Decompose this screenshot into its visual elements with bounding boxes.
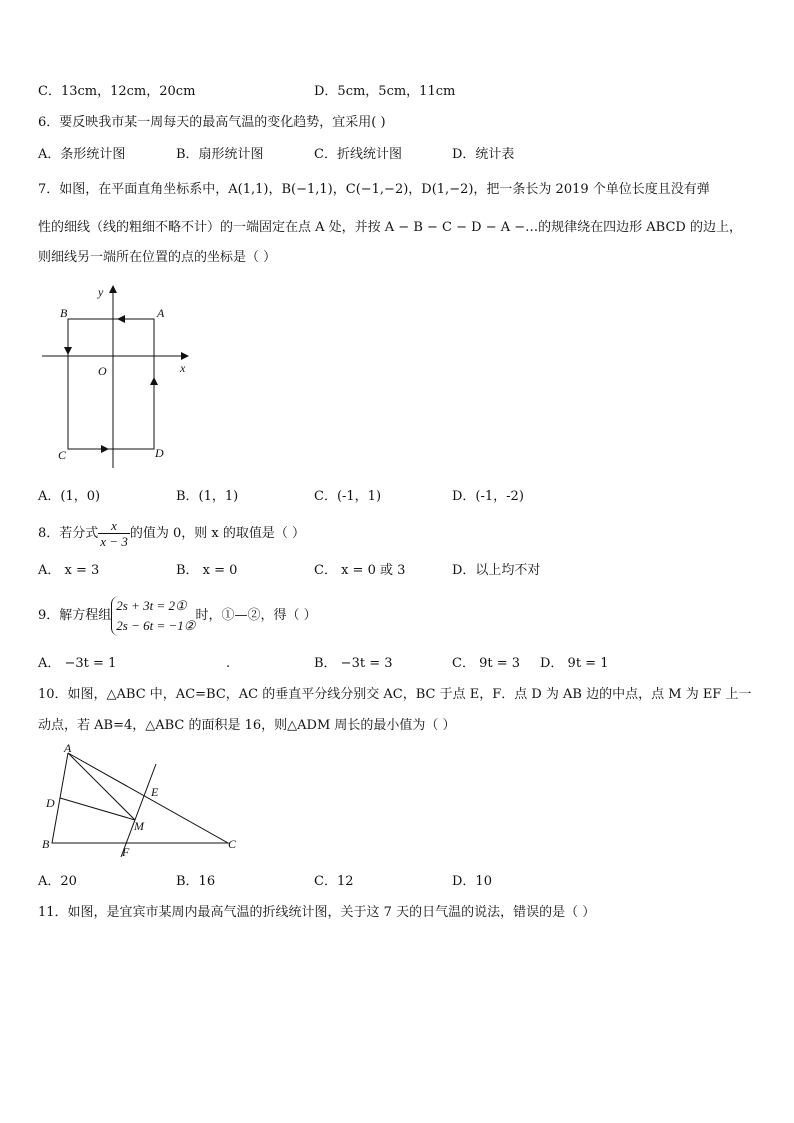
label-d: D — [155, 446, 164, 460]
label-x: x — [180, 361, 186, 375]
label-c: C — [58, 448, 67, 462]
q8-fraction-numerator: x — [98, 518, 130, 534]
q6-option-b: B．扇形统计图 — [176, 147, 264, 162]
q7-stem-line1: 7．如图，在平面直角坐标系中，A(1,1)，B(−1,1)，C(−1,−2)，D(1,−2)，把一条长为 2019 个单位长度且没有弹 — [38, 182, 710, 197]
label-a: A — [157, 306, 165, 320]
q9-equation-system — [111, 596, 195, 636]
q6-option-a: A．条形统计图 — [38, 147, 126, 162]
q9-dot: . — [226, 656, 231, 671]
q6-option-c: C．折线统计图 — [314, 147, 402, 162]
q8-option-c: C． x = 0 或 3 — [314, 563, 406, 578]
q8-stem — [38, 514, 305, 554]
q5-option-d: D．5cm，5cm，11cm — [314, 84, 456, 99]
label-o: O — [98, 364, 107, 378]
q6-option-d: D．统计表 — [452, 147, 515, 162]
q9-stem-suffix: 时，①—②，得（ ） — [195, 608, 317, 623]
q11-stem: 11．如图，是宜宾市某周内最高气温的折线统计图，关于这 7 天的日气温的说法，错误的是（ ） — [38, 905, 596, 920]
q9-stem-prefix: 9．解方程组 — [38, 608, 112, 623]
q5-option-c: C．13cm，12cm，20cm — [38, 84, 196, 99]
label-a: A — [64, 742, 72, 755]
q7-option-b: B．(1，1) — [176, 489, 239, 504]
q8-fraction-denominator: x − 3 — [100, 534, 128, 549]
q7-option-c: C．(-1，1) — [314, 489, 382, 504]
label-c: C — [228, 837, 237, 851]
label-y: y — [98, 285, 104, 299]
q8-stem-prefix: 8．若分式 — [38, 526, 99, 541]
q8-option-a: A． x = 3 — [38, 563, 100, 578]
q10-option-b: B．16 — [176, 874, 216, 889]
q10-option-c: C．12 — [314, 874, 354, 889]
label-e: E — [151, 785, 159, 799]
q10-stem-line2: 动点，若 AB=4，△ABC 的面积是 16，则△ADM 周长的最小值为（ ） — [38, 718, 456, 733]
q6-stem: 6．要反映我市某一周每天的最高气温的变化趋势，宜采用( ) — [38, 115, 386, 130]
q9-option-b: B． −3t = 3 — [314, 656, 393, 671]
rectangle-abcd — [68, 319, 154, 449]
q10-option-a: A．20 — [38, 874, 77, 889]
q7-stem-line3: 则细线另一端所在位置的点的坐标是（ ） — [38, 250, 277, 265]
q7-option-d: D．(-1，-2) — [452, 489, 524, 504]
q9-equation-1: 2s + 3t = 2① — [116, 597, 187, 613]
label-d: D — [46, 796, 55, 810]
q9-option-c: C． 9t = 3 — [452, 656, 521, 671]
q7-stem-line2: 性的细线（线的粗细不略不计）的一端固定在点 A 处，并按 A − B − C − D − A −…的规律绕在四边形 ABCD 的边上， — [38, 220, 742, 235]
q10-option-d: D．10 — [452, 874, 492, 889]
q10-triangle-figure — [36, 742, 246, 862]
q7-option-a: A．(1，0) — [38, 489, 101, 504]
q7-coordinate-figure — [36, 280, 206, 475]
q9-option-d: D． 9t = 1 — [540, 656, 609, 671]
q9-stem — [38, 594, 317, 638]
label-b: B — [42, 837, 50, 851]
q8-stem-suffix: 的值为 0，则 x 的取值是（ ） — [129, 526, 305, 541]
q8-option-d: D．以上均不对 — [452, 563, 541, 578]
q9-equation-2: 2s − 6t = −1② — [116, 617, 196, 633]
label-f: F — [122, 845, 130, 859]
q8-fraction — [98, 518, 130, 549]
q8-option-b: B． x = 0 — [176, 563, 238, 578]
q10-stem-line1: 10．如图，△ABC 中，AC=BC，AC 的垂直平分线分别交 AC，BC 于点 E，F．点 D 为 AB 边的中点，点 M 为 EF 上一 — [38, 687, 752, 702]
label-m: M — [134, 819, 144, 833]
q9-option-a: A． −3t = 1 — [38, 656, 117, 671]
label-b: B — [60, 306, 68, 320]
